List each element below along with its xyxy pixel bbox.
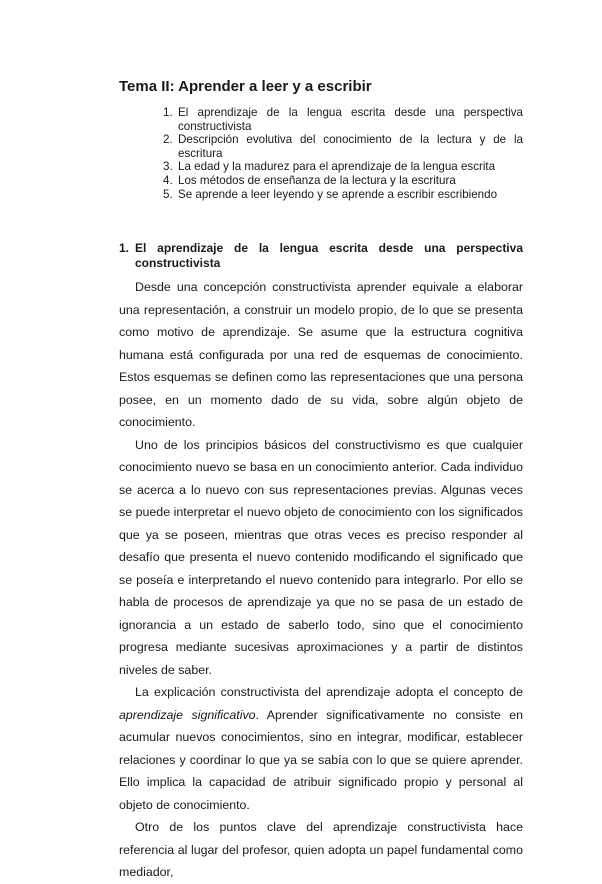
toc-item: 2. Descripción evolutiva del conocimiento de la lectura y de la escritura [163, 133, 523, 160]
toc-item-text: Los métodos de enseñanza de la lectura y la escritura [178, 173, 456, 187]
document-title: Tema II: Aprender a leer y a escribir [119, 78, 372, 95]
toc-item-text: El aprendizaje de la lengua escrita desde una perspectiva constructivista [178, 106, 523, 133]
table-of-contents [163, 106, 523, 201]
paragraph: Uno de los principios básicos del constructivismo es que cualquier conocimiento nuevo se basa en un conocimiento anterior. Cada individuo se acerca a lo nuevo con sus representaciones previas. Algunas veces se puede interpretar el nuevo objeto de conocimiento con los significados que ya se poseen, mientras que otras veces es preciso responder al desafío que presenta el nuevo contenido modificando el significado que se poseía e interpretando el nuevo contenido para integrarlo. Por ello se habla de procesos de aprendizaje ya que no se pasa de un estado de ignorancia a un estado de saberlo todo, sino que el conocimiento progresa mediante sucesivas aproximaciones y a partir de distintos niveles de saber. [119, 437, 523, 677]
toc-item-text: La edad y la madurez para el aprendizaje de la lengua escrita [178, 160, 496, 174]
section-heading-text: El aprendizaje de la lengua escrita desde una perspectiva constructivista [135, 241, 523, 270]
paragraph: La explicación constructivista del aprendizaje adopta el concepto de aprendizaje significativo. Aprender significativamente no consiste en acumular nuevos conocimientos, sino en integrar, modificar, establecer relaciones y coordinar lo que ya se sabía con lo que se quiere aprender. Ello implica la capacidad de atribuir significado propio y personal al objeto de conocimiento. [119, 685, 523, 812]
toc-item: 1. El aprendizaje de la lengua escrita desde una perspectiva constructivista [163, 106, 523, 133]
toc-item-text: Descripción evolutiva del conocimiento de la lectura y de la escritura [178, 133, 523, 160]
section-heading [119, 241, 523, 271]
body-text [119, 276, 523, 884]
toc-item: 4. Los métodos de enseñanza de la lectura y la escritura [163, 173, 456, 187]
toc-item-text: Se aprende a leer leyendo y se aprende a escribir escribiendo [178, 187, 498, 201]
paragraph: Desde una concepción constructivista aprender equivale a elaborar una representación, a construir un modelo propio, de lo que se presenta como motivo de aprendizaje. Se asume que la estructura cognitiva humana está configurada por una red de esquemas de conocimiento. Estos esquemas se definen como las representaciones que una persona posee, en un momento dado de su vida, sobre algún objeto de conocimiento. [119, 280, 523, 429]
toc-item: 5. Se aprende a leer leyendo y se aprende a escribir escribiendo [163, 187, 498, 201]
paragraph: Otro de los puntos clave del aprendizaje constructivista hace referencia al lugar del profesor, quien adopta un papel fundamental como mediador, [119, 820, 523, 879]
emphasis-term: aprendizaje significativo [119, 707, 256, 722]
toc-item: 3. La edad y la madurez para el aprendizaje de la lengua escrita [163, 160, 496, 174]
section-number: 1. [119, 241, 130, 255]
